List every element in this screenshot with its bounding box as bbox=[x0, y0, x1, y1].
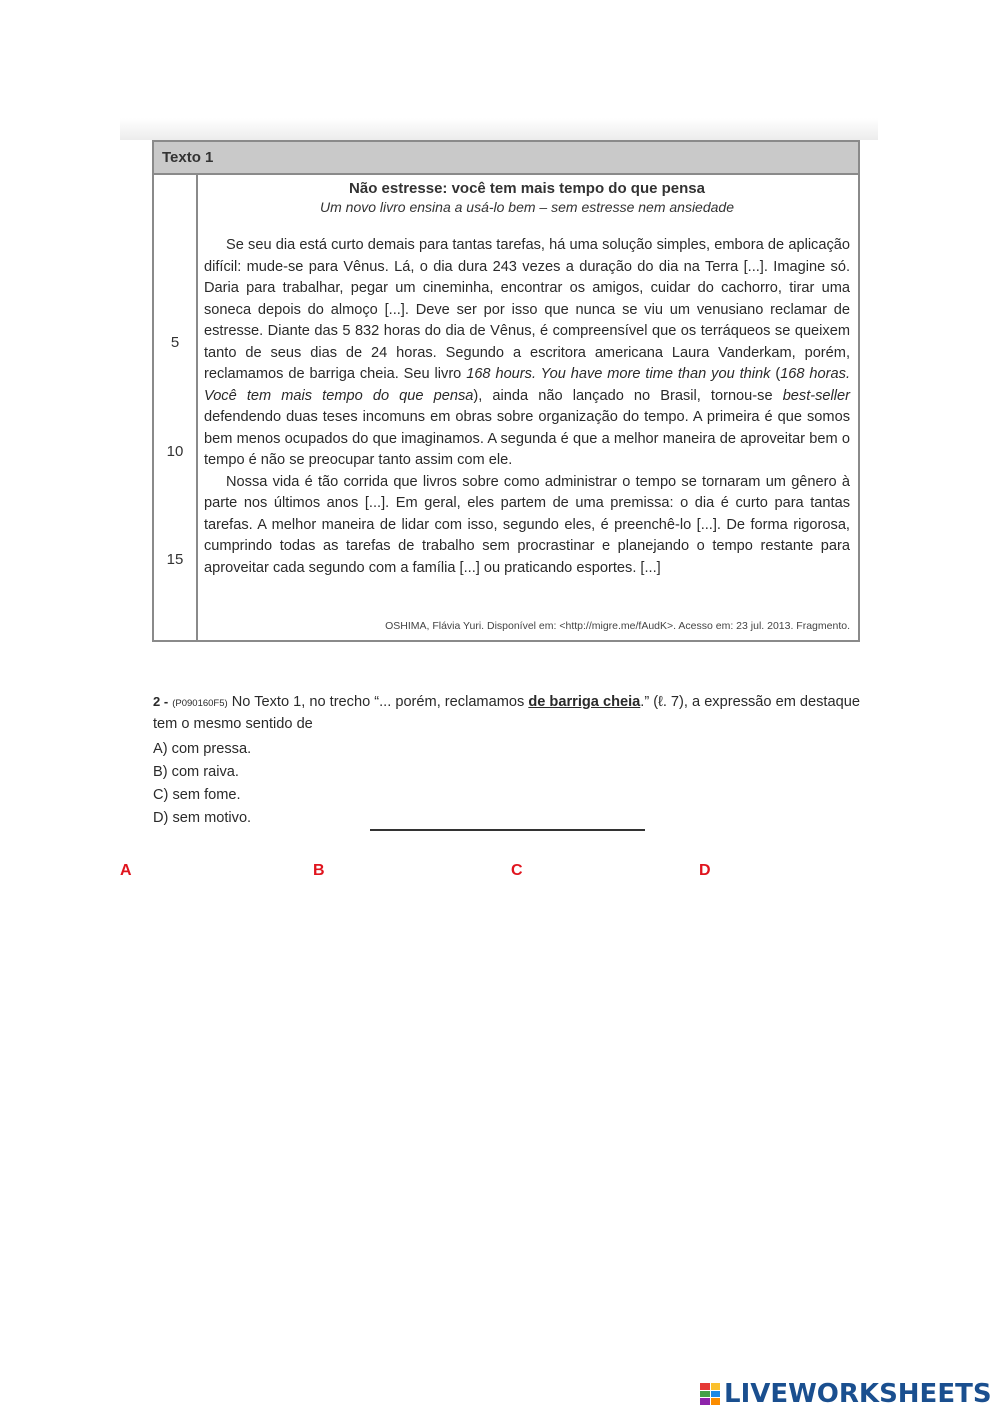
question-number: 2 - bbox=[153, 694, 169, 709]
paragraph-2: Nossa vida é tão corrida que livros sobre como administrar o tempo se tornaram um gênero à parte nos últimos anos [...]. Em geral, eles partem de uma premissa: o dia é curto para tantas tarefas. A melhor maneira de lidar com isso, segundo eles, é preenchê-lo [...]. De forma rigorosa, cumprindo todas as tarefas de trabalho sem procrastinar e planejando o tempo restante para aproveitar cada segundo com a família [...] ou praticando esportes. [...] bbox=[204, 473, 850, 576]
logo-text: LIVEWORKSHEETS bbox=[724, 1379, 992, 1409]
text-box-header: Texto 1 bbox=[154, 142, 858, 175]
text-box bbox=[152, 140, 860, 642]
scan-shadow bbox=[120, 118, 878, 140]
line-number-15: 15 bbox=[166, 551, 184, 568]
source-citation: OSHIMA, Flávia Yuri. Disponível em: <http://migre.me/fAudK>. Acesso em: 23 jul. 2013. Fragmento. bbox=[385, 620, 850, 632]
article-title: Não estresse: você tem mais tempo do que pensa bbox=[349, 180, 705, 197]
option-d: D) sem motivo. bbox=[153, 810, 252, 826]
question-code: (P090160F5) bbox=[172, 698, 228, 709]
highlighted-expression: de barriga cheia bbox=[528, 694, 641, 710]
text-content bbox=[204, 175, 850, 640]
logo-icon bbox=[700, 1383, 720, 1405]
option-c: C) sem fome. bbox=[153, 787, 241, 803]
option-b: B) com raiva. bbox=[153, 764, 239, 780]
line-number-gutter bbox=[154, 175, 198, 640]
answer-choice-c[interactable]: C bbox=[511, 862, 523, 879]
option-a: A) com pressa. bbox=[153, 741, 252, 757]
paragraph-1: Se seu dia está curto demais para tantas tarefas, há uma solução simples, embora de aplicação difícil: mude-se para Vênus. Lá, o dia dura 243 vezes a duração do dia na Terra [...]. Imagine só. Daria para trabalhar, pegar um cineminha, encontrar os amigos, cuidar do cachorro, tirar uma soneca depois do almoço [...]. Deve ser por isso que nunca se viu um venusiano reclamar de estresse. Diante das 5 832 horas do dia de Vênus, é compreensível que os terráqueos se queixem tanto de seus dias de 24 horas. Segundo a escritora americana Laura Vanderkam, porém, reclamamos de barriga cheia. Seu livro 168 hours. You have more time than you think (168 horas. Você tem mais tempo do que pensa), ainda não lançado no Brasil, tornou-se best-seller defendendo duas teses incomuns em obras sobre organização do tempo. A primeira é que somos bem menos ocupados do que imaginamos. A segunda é que a melhor maneira de aproveitar bem o tempo é não se preocupar tanto assim com ele. bbox=[204, 237, 851, 468]
question-stem: 2 - (P090160F5) No Texto 1, no trecho “... porém, reclamamos de barriga cheia.” (ℓ. 7), a expressão em destaque tem o mesmo sentido de bbox=[153, 694, 860, 732]
answer-choice-b[interactable]: B bbox=[313, 862, 325, 879]
divider-line bbox=[370, 829, 645, 831]
text-box-body bbox=[154, 175, 858, 640]
liveworksheets-logo bbox=[700, 1380, 992, 1408]
line-number-10: 10 bbox=[166, 443, 184, 460]
article-subtitle: Um novo livro ensina a usá-lo bem – sem estresse nem ansiedade bbox=[320, 199, 734, 215]
answer-choice-a[interactable]: A bbox=[120, 862, 132, 879]
line-number-5: 5 bbox=[170, 334, 180, 351]
options-list bbox=[153, 738, 861, 830]
answer-choice-d[interactable]: D bbox=[699, 862, 711, 879]
question-block bbox=[153, 692, 861, 830]
